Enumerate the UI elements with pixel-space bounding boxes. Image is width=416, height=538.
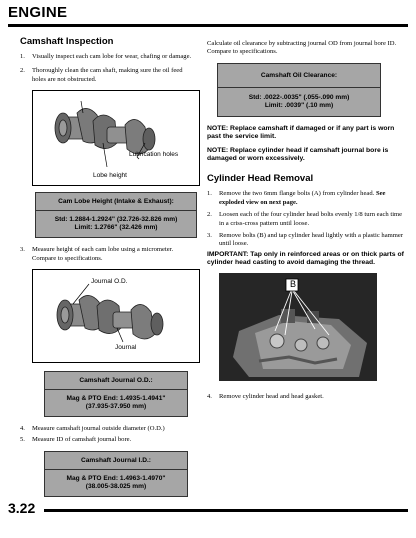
step-text: Measure ID of camshaft journal bore.: [32, 436, 132, 444]
step-number: 2.: [207, 211, 212, 219]
step-number: 5.: [20, 436, 25, 444]
step-text-main: Remove the two 6mm flange bolts (A) from cylinder head.: [219, 190, 375, 198]
step-4: [20, 425, 198, 433]
journal-label: Journal: [115, 344, 137, 352]
left-column: [20, 36, 198, 497]
lubrication-holes-label: Lubrication holes: [129, 151, 179, 159]
step-3: [20, 246, 198, 263]
lobe-height-label: Lobe height: [93, 172, 127, 180]
step-number: 4.: [207, 392, 212, 400]
spec-line: Std: .0022-.0035" (.055-.090 mm): [248, 93, 350, 101]
spec-line: (38.005-38.025 mm): [85, 482, 147, 490]
removal-step-2: [207, 211, 404, 228]
callout-b-label: B: [289, 278, 296, 289]
note-replace-camshaft: NOTE: Replace camshaft if damaged or if any part is worn past the service limit.: [207, 124, 395, 141]
important-note: IMPORTANT: Tap only in reinforced areas or on thick parts of cylinder head casting to avoid damaging the thread.: [207, 250, 404, 267]
step-text: Thoroughly clean the cam shaft, making sure the oil feed holes are not obstructed.: [32, 67, 183, 83]
removal-step-4: [207, 393, 404, 401]
spec-line: Mag & PTO End: 1.4963-1.4970": [66, 474, 166, 482]
right-column: [207, 40, 404, 407]
camshaft-journal-figure: [32, 269, 200, 363]
step-text: Remove bolts (B) and tap cylinder head lightly with a plastic hammer until loose.: [219, 232, 404, 248]
step-text-bold: See exploded view on next page.: [219, 190, 386, 206]
section-title: ENGINE: [8, 4, 68, 21]
cylinder-head-photo: [219, 273, 377, 381]
step-1: [20, 53, 198, 61]
camshaft-illustration: [33, 91, 199, 185]
camshaft-lobe-figure: [32, 90, 200, 186]
spec-title: Cam Lobe Height (Intake & Exhaust):: [36, 193, 196, 211]
step-number: 4.: [20, 425, 25, 433]
engine-photo-illustration: [219, 273, 377, 381]
cam-lobe-height-spec: [35, 192, 197, 238]
camshaft-oil-clearance-spec: [217, 63, 381, 117]
oil-clearance-intro: Calculate oil clearance by subtracting journal OD from journal bore ID. Compare to specifications.: [207, 40, 397, 56]
cylinder-head-removal-heading: Cylinder Head Removal: [207, 173, 314, 185]
spec-title: Camshaft Oil Clearance:: [218, 64, 380, 88]
camshaft-journal-id-spec: [44, 451, 188, 497]
removal-step-3: [207, 232, 404, 249]
header-rule: [8, 24, 408, 27]
step-number: 3.: [20, 246, 25, 254]
step-2: [20, 67, 198, 84]
removal-step-1: [207, 190, 404, 207]
step-number: 1.: [207, 190, 212, 198]
step-5: [20, 436, 198, 444]
step-text: Visually inspect each cam lobe for wear, chafing or damage.: [32, 53, 192, 60]
step-text: Measure height of each cam lobe using a micrometer. Compare to specifications.: [32, 246, 174, 262]
step-text: [219, 190, 404, 207]
spec-line: Limit: .0039" (.10 mm): [264, 101, 334, 109]
journal-od-label: Journal O.D.: [91, 278, 128, 286]
step-number: 1.: [20, 53, 25, 60]
note-replace-cylinder-head: NOTE: Replace cylinder head if camshaft journal bore is damaged or worn excessively.: [207, 146, 389, 163]
step-number: 2.: [20, 67, 25, 75]
spec-line: Limit: 1.2766" (32.426 mm): [74, 224, 158, 232]
step-number: 3.: [207, 232, 212, 240]
spec-line: Std: 1.2884-1.2924" (32.726-32.826 mm): [54, 216, 178, 224]
footer-rule: [44, 509, 408, 512]
page-number: 3.22: [8, 500, 36, 516]
step-text: Loosen each of the four cylinder head bolts evenly 1/8 turn each time in a criss-cross pattern until loose.: [219, 211, 403, 227]
spec-title: Camshaft Journal I.D.:: [45, 452, 187, 470]
step-text: Measure camshaft journal outside diameter (O.D.): [32, 425, 165, 433]
camshaft-inspection-heading: Camshaft Inspection: [20, 36, 114, 47]
camshaft-journal-od-spec: [44, 371, 188, 417]
spec-line: Mag & PTO End: 1.4935-1.4941": [66, 395, 166, 403]
spec-line: (37.935-37.950 mm): [85, 403, 147, 411]
spec-title: Camshaft Journal O.D.:: [45, 372, 187, 390]
step-text: Remove cylinder head and head gasket.: [219, 392, 324, 400]
